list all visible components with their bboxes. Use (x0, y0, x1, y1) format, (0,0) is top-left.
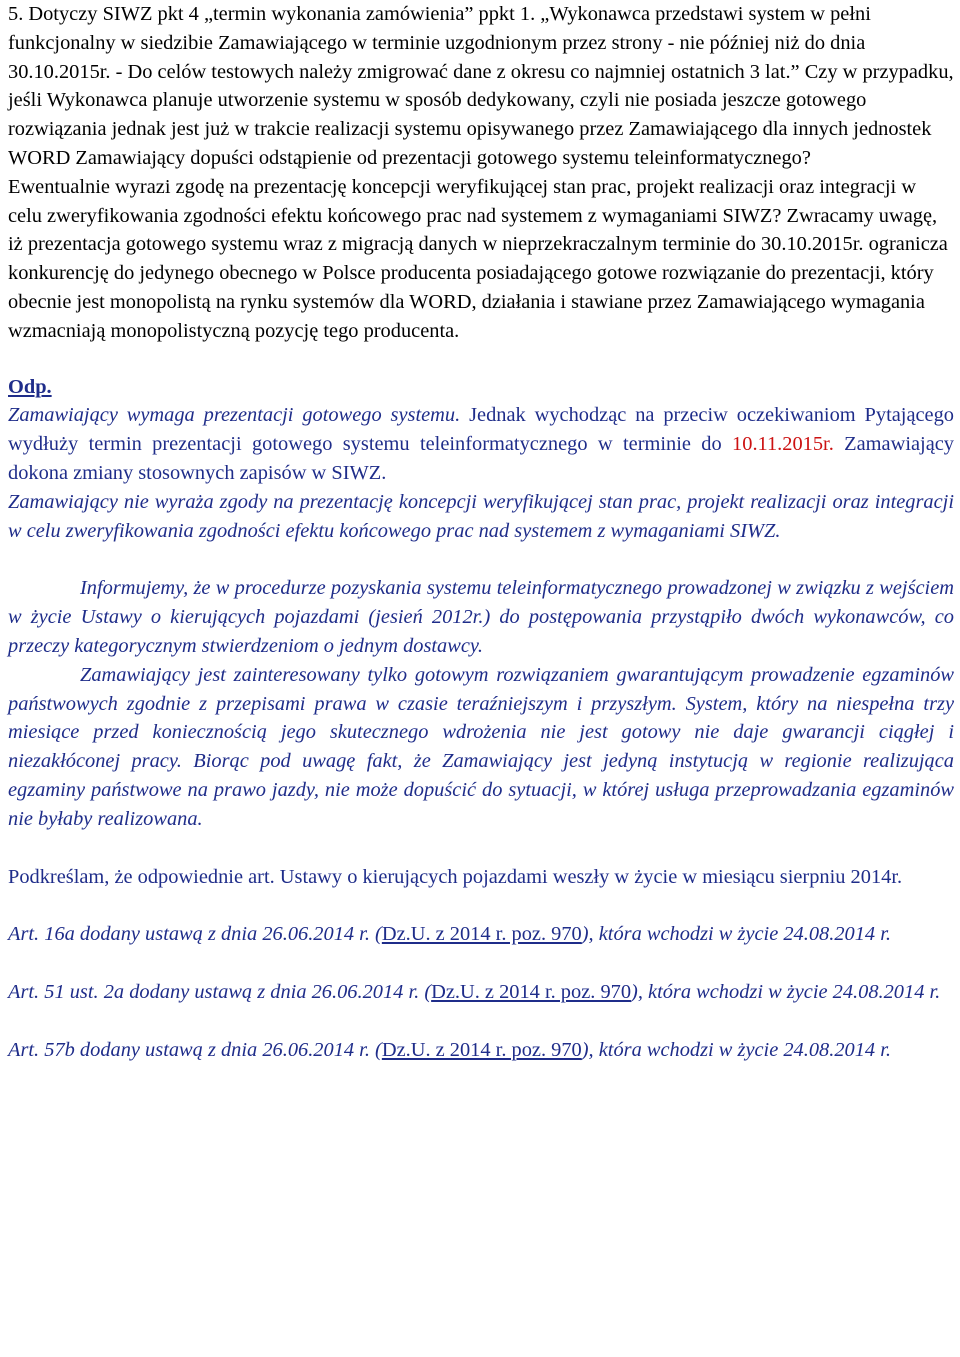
article-57b-pre: Art. 57b dodany ustawą z dnia 26.06.2014 r. ( (8, 1038, 382, 1061)
article-16a-link[interactable]: Dz.U. z 2014 r. poz. 970 (381, 923, 582, 946)
answer-lead-italic: Zamawiający wymaga prezentacji gotowego systemu. (8, 404, 461, 427)
new-deadline-date: 10.11.2015r. (732, 433, 834, 456)
article-57b-link[interactable]: Dz.U. z 2014 r. poz. 970 (381, 1038, 582, 1061)
article-16a-pre: Art. 16a dodany ustawą z dnia 26.06.2014 r. ( (8, 923, 382, 946)
question-paragraph-1: 5. Dotyczy SIWZ pkt 4 „termin wykonania zamówienia” ppkt 1. „Wykonawca przedstawi system w pełni funkcjonalny w siedzibie Zamawiającego w terminie uzgodnionym przez strony - nie później niż do dnia 30.10.2015r. - Do celów testowych należy zmigrować dane z okresu co najmniej ostatnich 3 lat.” Czy w przypadku, jeśli Wykonawca planuje utworzenie systemu w sposób dedykowany, czyli nie posiada jeszcze gotowego rozwiązania jednak jest już w trakcie realizacji systemu opisywanego przez Zamawiającego dla innych jednostek WORD Zamawiający dopuści odstąpienie od prezentacji gotowego systemu teleinformatycznego? (8, 3, 954, 169)
article-51-link[interactable]: Dz.U. z 2014 r. poz. 970 (431, 981, 632, 1004)
article-16a (8, 920, 954, 949)
article-16a-post: ), która wchodzi w życie 24.08.2014 r. (581, 923, 891, 946)
question-paragraph-2: Ewentualnie wyrazi zgodę na prezentację koncepcji weryfikującej stan prac, projekt realizacji oraz integracji w celu zweryfikowania zgodności efektu końcowego prac nad systemem z wymaganiami SIWZ? Zwracamy uwagę, iż prezentacja gotowego systemu wraz z migracją danych w nieprzekraczalnym terminie do 30.10.2015r. ogranicza konkurencję do jedynego obecnego w Polsce producenta posiadającego gotowe rozwiązanie do prezentacji, który obecnie jest monopolistą na rynku systemów dla WORD, działania i stawiane przez Zamawiającego wymagania wzmacniają monopolistyczną pozycję tego producenta. (8, 175, 948, 342)
answer-lead-rest: Jednak wychodząc na przeciw oczekiwaniom Pytającego wydłuży termin prezentacji gotowego systemu teleinformatycznego w terminie do (8, 404, 955, 456)
article-57b (8, 1036, 954, 1065)
article-57b-post: ), która wchodzi w życie 24.08.2014 r. (581, 1038, 891, 1061)
answer-paragraph-3: Informujemy, że w procedurze pozyskania systemu teleinformatycznego prowadzonej w związku z wejściem w życie Ustawy o kierujących pojazdami (jesień 2012r.) do postępowania przystąpiło dwóch wykonawców, co przeczy kategorycznym stwierdzeniom o jednym dostawcy. (8, 577, 954, 657)
article-51-pre: Art. 51 ust. 2a dodany ustawą z dnia 26.06.2014 r. ( (8, 981, 432, 1004)
answer-paragraph-1 (8, 401, 954, 487)
answer-lead-end: Zamawiający dokona zmiany stosownych zapisów w SIWZ. (8, 433, 954, 484)
answer-heading: Odp. (8, 375, 52, 398)
answer-paragraph-5: Podkreślam, że odpowiednie art. Ustawy o kierujących pojazdami weszły w życie w miesiącu sierpniu 2014r. (8, 865, 903, 888)
article-51-post: ), która wchodzi w życie 24.08.2014 r. (631, 981, 941, 1004)
answer-paragraph-4: Zamawiający jest zainteresowany tylko gotowym rozwiązaniem gwarantującym prowadzenie egzaminów państwowych zgodnie z przepisami prawa w czasie teraźniejszym i przyszłym. System, który na niespełna trzy miesiące przed koniecznością jego skutecznego wdrożenia nie jest gotowy nie daje gwarancji ciągłej i niezakłóconej pracy. Biorąc pod uwagę fakt, że Zamawiający jest jedyną instytucją w regionie realizująca egzaminy państwowe na prawo jazdy, nie może dopuścić do sytuacji, w której usługa przeprowadzania egzaminów nie byłaby realizowana. (8, 663, 954, 830)
article-51 (8, 978, 954, 1007)
answer-paragraph-2: Zamawiający nie wyraża zgody na prezentację koncepcji weryfikującej stan prac, projekt realizacji oraz integracji w celu zweryfikowania zgodności efektu końcowego prac nad systemem z wymaganiami SIWZ. (8, 490, 954, 542)
